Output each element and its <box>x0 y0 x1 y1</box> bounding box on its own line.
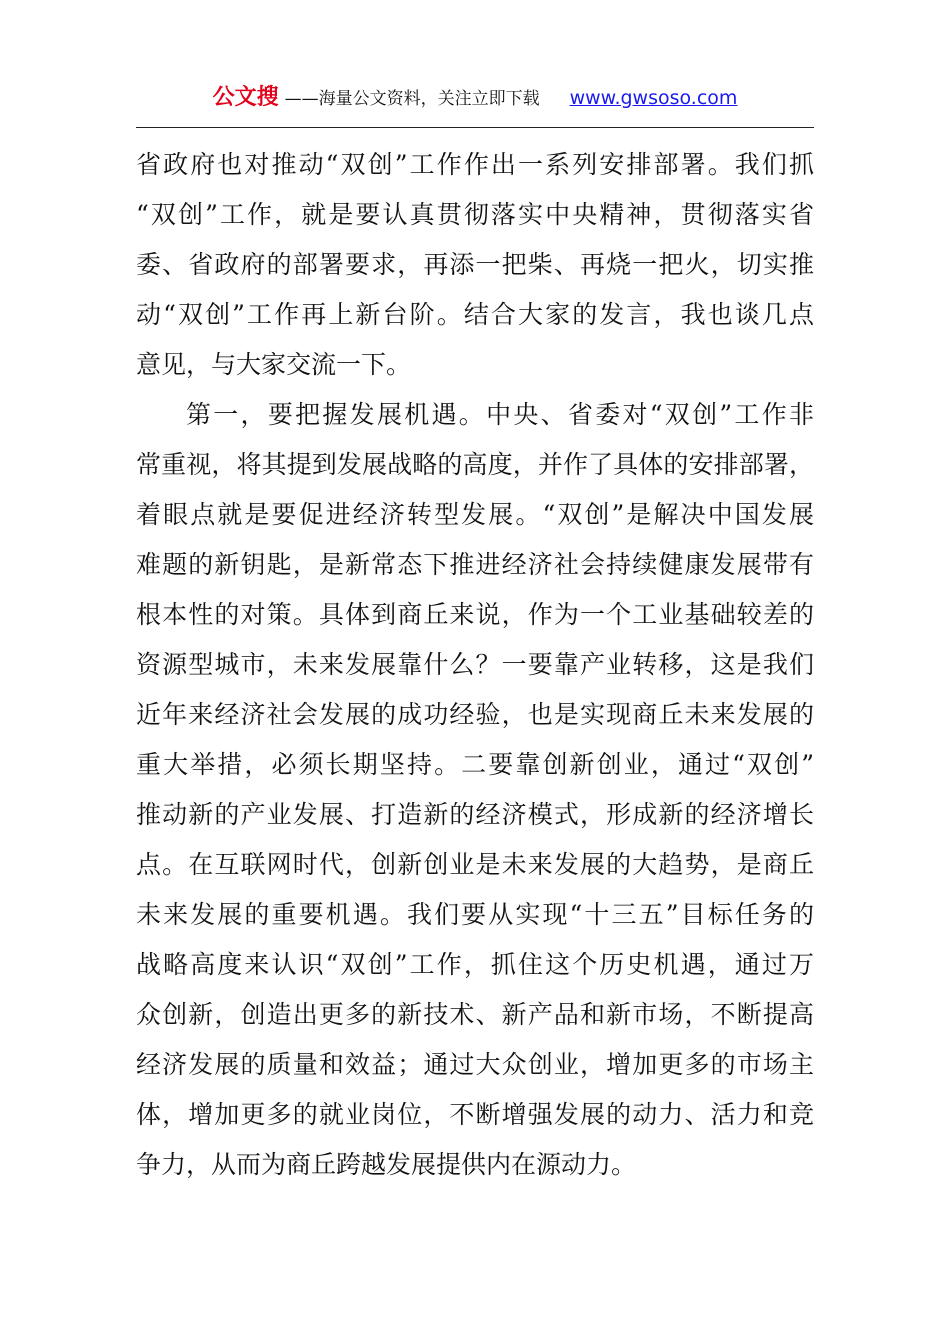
text-line: 重大举措，必须长期坚持。二要靠创新创业，通过“双创” <box>136 750 814 779</box>
text-line: 常重视，将其提到发展战略的高度，并作了具体的安排部署， <box>136 450 814 479</box>
document-body <box>136 140 814 1190</box>
text-line: 众创新，创造出更多的新技术、新产品和新市场，不断提高 <box>136 1000 814 1029</box>
text-line: 意见，与大家交流一下。 <box>136 350 412 379</box>
header-divider <box>136 127 814 128</box>
text-line: 体，增加更多的就业岗位，不断增强发展的动力、活力和竞 <box>136 1100 814 1129</box>
text-line: 争力，从而为商丘跨越发展提供内在源动力。 <box>136 1150 637 1179</box>
text-line: 着眼点就是要促进经济转型发展。“双创”是解决中国发展 <box>136 500 814 529</box>
page-header <box>136 80 814 111</box>
text-line: 根本性的对策。具体到商丘来说，作为一个工业基础较差的 <box>136 600 814 629</box>
website-link[interactable]: www.gwsoso.com <box>569 87 738 109</box>
text-line: 资源型城市，未来发展靠什么？一要靠产业转移，这是我们 <box>136 650 814 679</box>
text-line: 动“双创”工作再上新台阶。结合大家的发言，我也谈几点 <box>136 300 814 329</box>
paragraph-first-line: 第一，要把握发展机遇。中央、省委对“双创”工作非 <box>186 400 814 429</box>
brand-logo-text: 公文搜 <box>212 85 279 110</box>
text-line: 推动新的产业发展、打造新的经济模式，形成新的经济增长 <box>136 800 814 829</box>
text-line: 近年来经济社会发展的成功经验，也是实现商丘未来发展的 <box>136 700 814 729</box>
text-line: 点。在互联网时代，创新创业是未来发展的大趋势，是商丘 <box>136 850 814 879</box>
text-line: “双创”工作，就是要认真贯彻落实中央精神，贯彻落实省 <box>136 200 814 229</box>
text-line: 战略高度来认识“双创”工作，抓住这个历史机遇，通过万 <box>136 950 814 979</box>
text-line: 委、省政府的部署要求，再添一把柴、再烧一把火，切实推 <box>136 250 814 279</box>
header-tagline: ——海量公文资料，关注立即下载 <box>284 89 540 109</box>
text-line: 省政府也对推动“双创”工作作出一系列安排部署。我们抓 <box>136 150 814 179</box>
text-line: 未来发展的重要机遇。我们要从实现“十三五”目标任务的 <box>136 900 814 929</box>
text-line: 难题的新钥匙，是新常态下推进经济社会持续健康发展带有 <box>136 550 814 579</box>
text-line: 经济发展的质量和效益；通过大众创业，增加更多的市场主 <box>136 1050 814 1079</box>
